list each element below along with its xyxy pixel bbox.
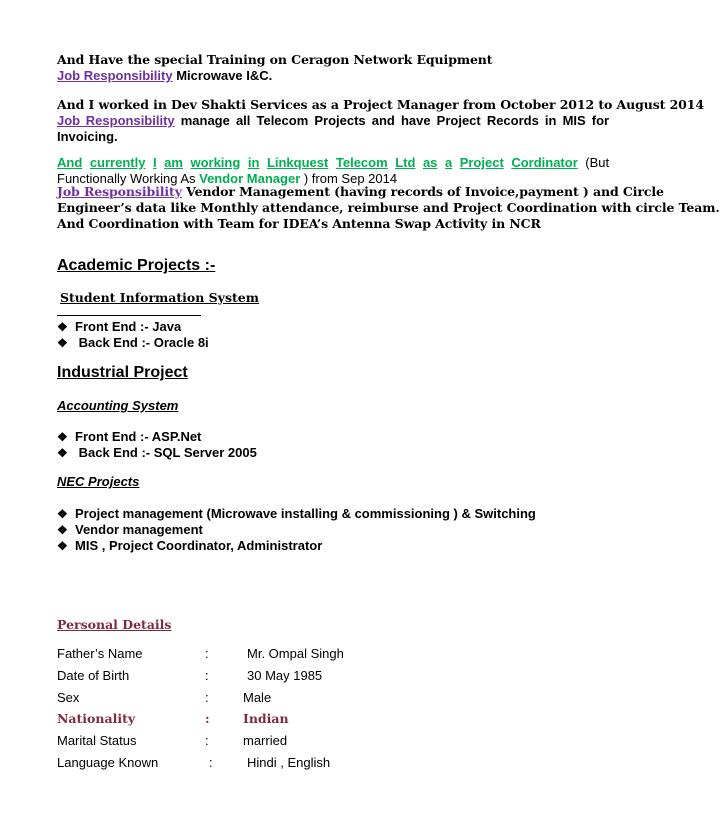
personal-details-heading: Personal Details [57, 617, 172, 632]
job-responsibility-link: Job Responsibility [57, 68, 173, 83]
row-separator: : [205, 646, 209, 661]
row-separator: : [205, 733, 209, 748]
linkquest-responsibility-line2: Engineer’s data like Monthly attendance, reimburse and Project Coordination with circle Team. [57, 200, 720, 215]
row-separator: : [205, 711, 210, 726]
industrial-project-heading: Industrial Project [57, 364, 188, 381]
role-word: a [444, 155, 453, 170]
row-value: Hindi , English [247, 755, 331, 770]
role-word: Project [459, 155, 504, 170]
list-item [57, 429, 201, 445]
resp-word: Records [486, 113, 539, 128]
list-item-text: Back End :- Oracle 8i [75, 335, 209, 350]
resp-word: manage [180, 113, 230, 128]
row-label: Marital Status [57, 733, 137, 748]
academic-projects-heading: Academic Projects :- [57, 257, 216, 274]
list-item [57, 445, 257, 461]
resp-word: in [544, 113, 557, 128]
job-responsibility-link: Job Responsibility [57, 184, 182, 199]
row-value: Male [243, 690, 272, 705]
devshakti-responsibility-end: Invoicing. [57, 129, 118, 144]
training-line: And Have the special Training on Ceragon Network Equipment [57, 52, 493, 67]
personal-row-fathers-name [57, 646, 457, 662]
row-label: Father’s Name [57, 646, 143, 661]
row-label: Sex [57, 690, 80, 705]
row-value: married [243, 733, 288, 748]
but-text: (But [585, 155, 610, 170]
training-responsibility [57, 68, 272, 84]
diamond-bullet-icon: ❖ [57, 446, 68, 460]
linkquest-responsibility-line3: And Coordination with Team for IDEA’s Antenna Swap Activity in NCR [57, 216, 541, 231]
diamond-bullet-icon: ❖ [57, 539, 68, 553]
current-word: I [152, 155, 157, 170]
function-role: Vendor Manager [199, 171, 301, 186]
diamond-bullet-icon: ❖ [57, 507, 68, 521]
role-word: as [422, 155, 438, 170]
row-value: Mr. Ompal Singh [247, 646, 344, 661]
linkquest-current-line [57, 155, 609, 171]
personal-row-sex [57, 690, 457, 706]
list-item [57, 319, 181, 335]
resp-word: for [591, 113, 610, 128]
role-word: Cordinator [511, 155, 578, 170]
resp-word: Projects [314, 113, 366, 128]
row-value: 30 May 1985 [247, 668, 323, 683]
row-label: Language Known [57, 755, 159, 770]
list-item [57, 335, 209, 351]
current-word: Telecom [335, 155, 388, 170]
row-label: Nationality [57, 711, 136, 726]
training-responsibility-text: Microwave I&C. [172, 68, 273, 83]
devshakti-line: And I worked in Dev Shakti Services as a Project Manager from October 2012 to August 2014 [57, 97, 704, 112]
current-word: And [57, 155, 83, 170]
row-value: Indian [243, 711, 289, 726]
list-item-text: Front End :- ASP.Net [75, 429, 202, 444]
current-word: am [164, 155, 183, 170]
linkquest-responsibility [57, 184, 664, 200]
list-item [57, 506, 536, 522]
personal-row-nationality [57, 711, 457, 727]
resp-word: all [235, 113, 251, 128]
list-item-text: MIS , Project Coordinator, Administrator [75, 538, 323, 553]
devshakti-responsibility [57, 113, 609, 129]
resp-word: and [371, 113, 395, 128]
function-suffix: ) from Sep 2014 [300, 171, 398, 186]
row-separator: : [205, 690, 209, 705]
student-information-system-title: Student Information System [60, 290, 259, 305]
personal-row-language-known [57, 755, 457, 771]
linkquest-responsibility-text: Vendor Management (having records of Invoice,payment ) and Circle [181, 184, 664, 199]
row-label: Date of Birth [57, 668, 130, 683]
current-word: working [190, 155, 241, 170]
function-prefix: Functionally Working As [57, 171, 200, 186]
list-item-text: Project management (Microwave installing & commissioning ) & Switching [75, 506, 536, 521]
nec-projects-title: NEC Projects [57, 474, 140, 489]
personal-row-date-of-birth [57, 668, 457, 684]
row-separator: : [209, 755, 213, 770]
list-item [57, 522, 203, 538]
resp-word: Telecom [256, 113, 309, 128]
list-item-text: Back End :- SQL Server 2005 [75, 445, 257, 460]
diamond-bullet-icon: ❖ [57, 336, 68, 350]
current-word: Linkquest [266, 155, 329, 170]
diamond-bullet-icon: ❖ [57, 430, 68, 444]
divider [57, 315, 201, 316]
resp-word: Project [436, 113, 481, 128]
list-item-text: Front End :- Java [75, 319, 182, 334]
current-word: currently [89, 155, 146, 170]
resp-word: MIS [562, 113, 586, 128]
personal-row-marital-status [57, 733, 457, 749]
resp-word: have [400, 113, 431, 128]
current-word: in [247, 155, 260, 170]
job-responsibility-link: Job Responsibility [57, 113, 175, 128]
row-separator: : [205, 668, 209, 683]
current-word: Ltd [395, 155, 416, 170]
accounting-system-title: Accounting System [57, 398, 179, 413]
list-item [57, 538, 322, 554]
list-item-text: Vendor management [75, 522, 203, 537]
diamond-bullet-icon: ❖ [57, 320, 68, 334]
diamond-bullet-icon: ❖ [57, 523, 68, 537]
